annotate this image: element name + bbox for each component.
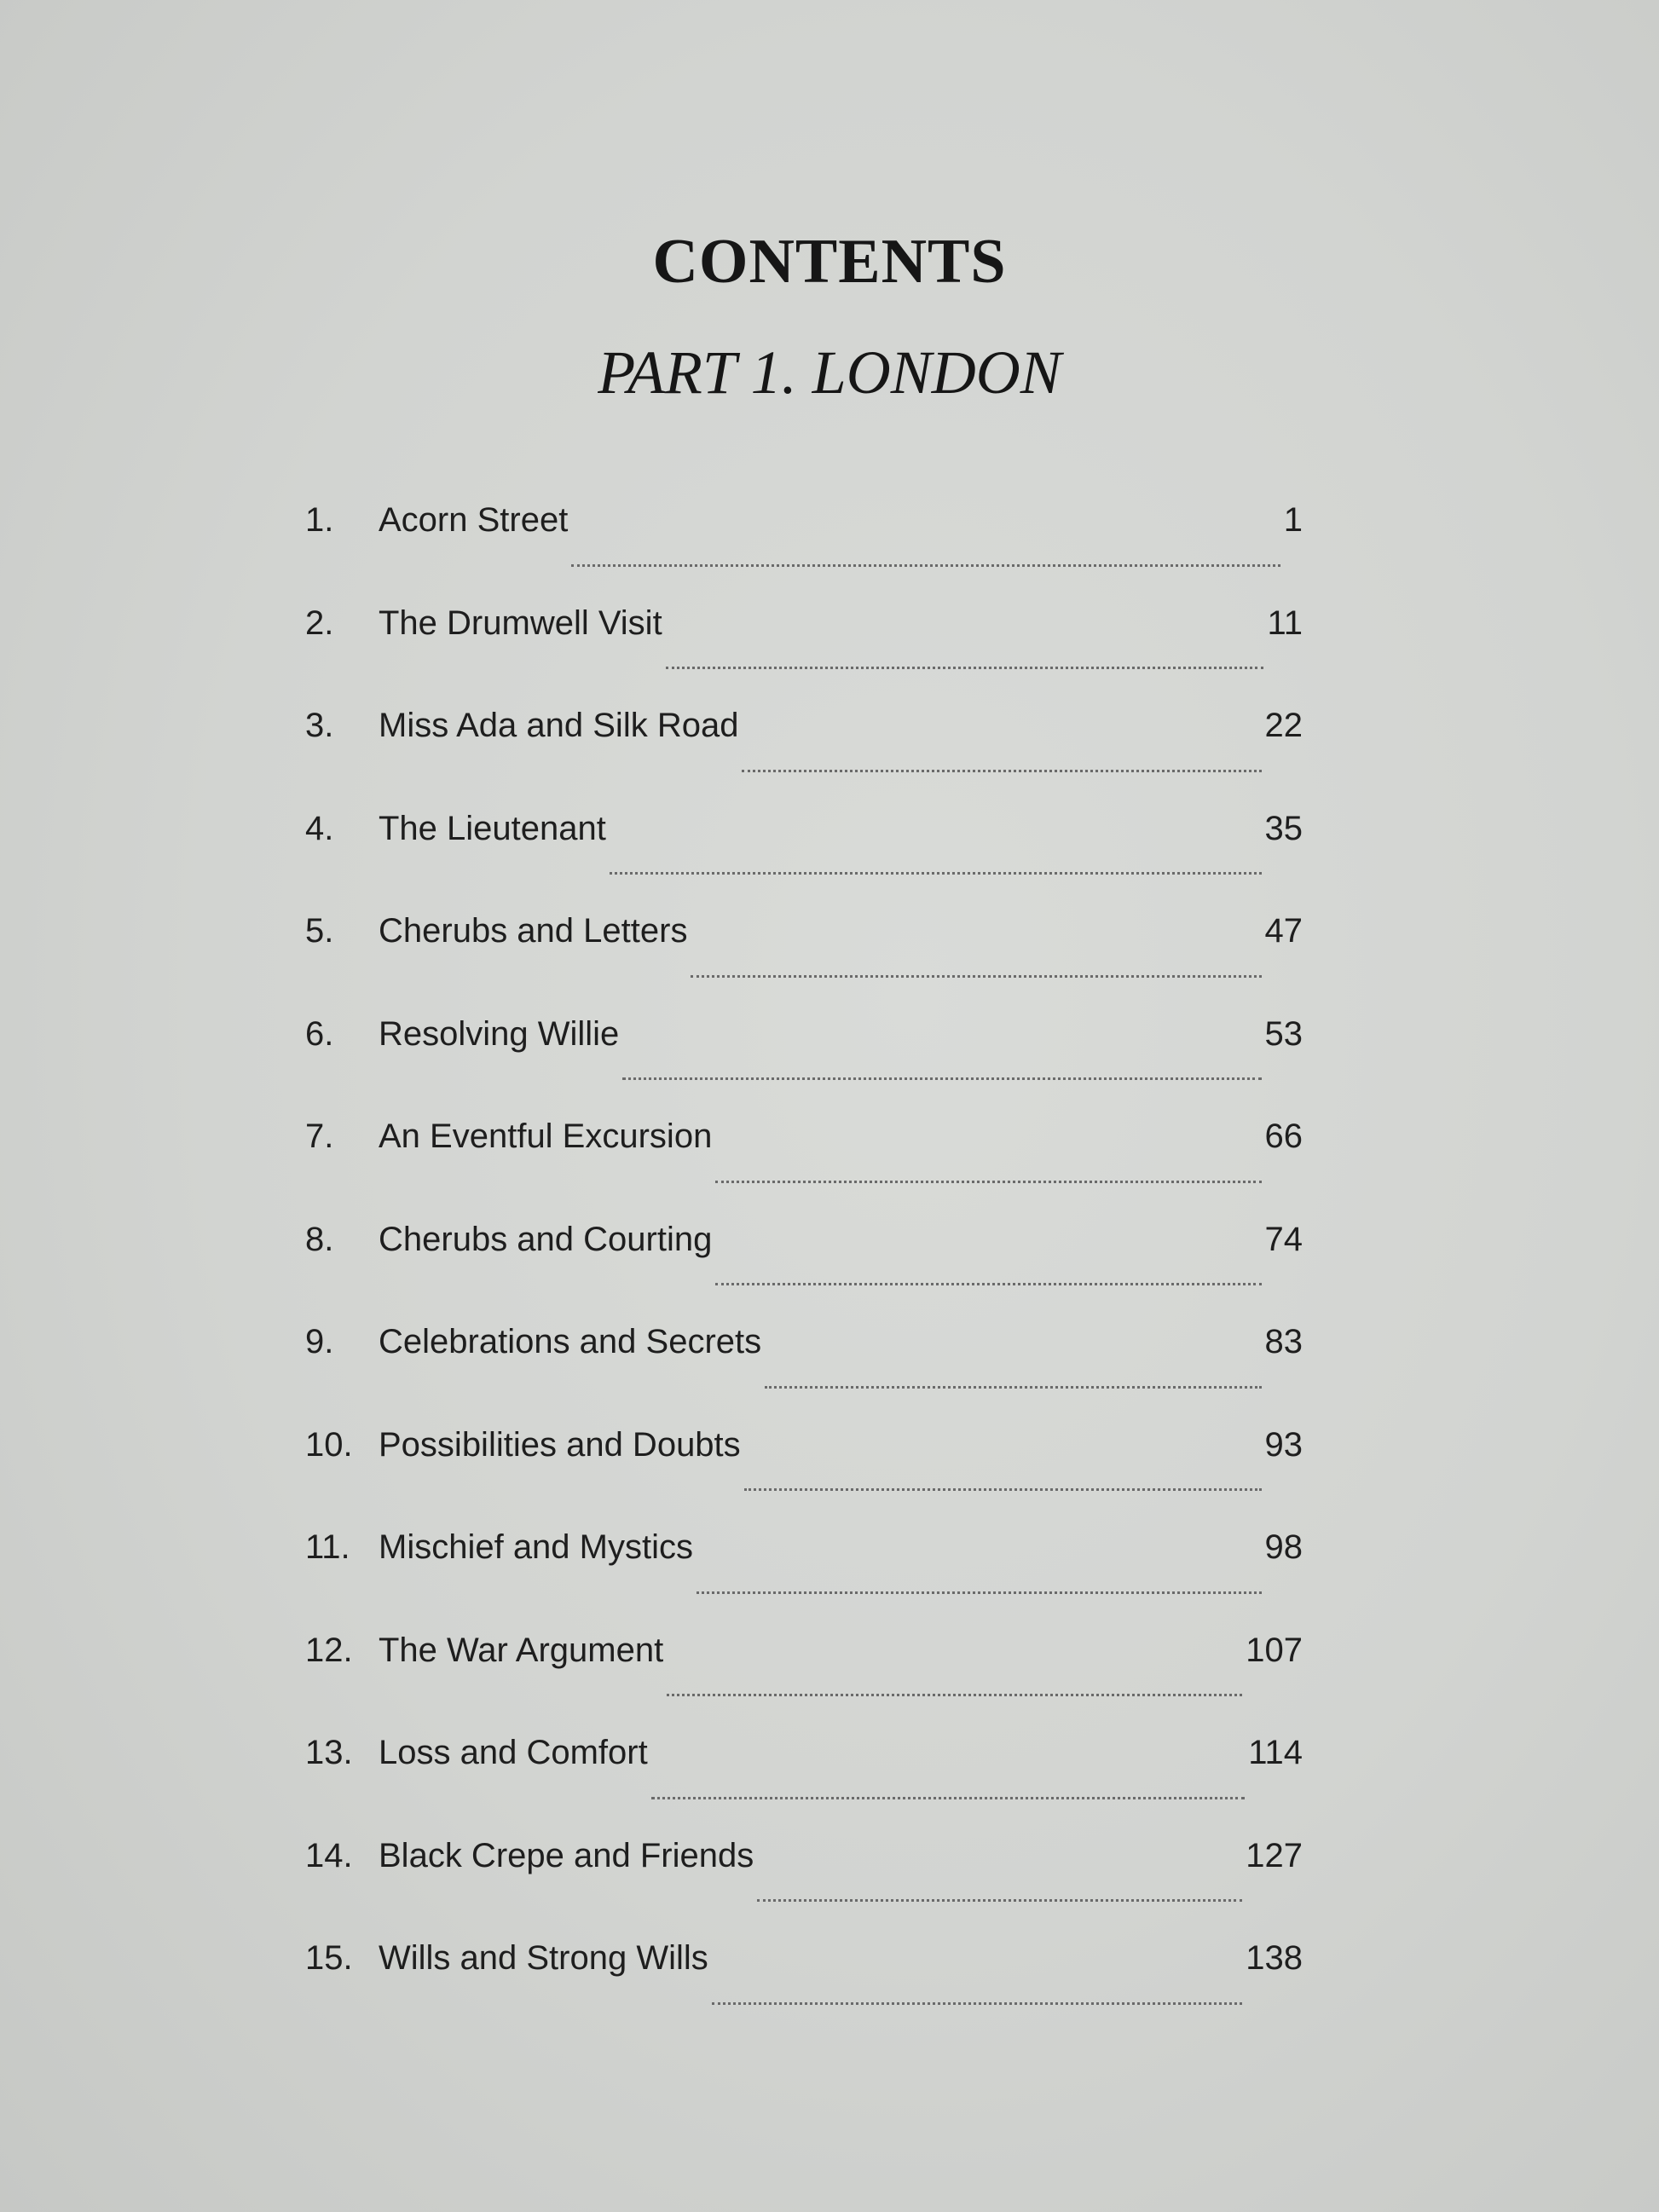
- toc-entry: [305, 1411, 1303, 1514]
- chapter-title: An Eventful Excursion: [379, 1118, 713, 1155]
- page-number: 98: [1264, 1528, 1303, 1566]
- dot-leader: [715, 1282, 1261, 1285]
- chapter-number: 3.: [305, 707, 334, 744]
- page-number: 53: [1264, 1014, 1303, 1053]
- toc-entry: [305, 486, 1303, 589]
- chapter-number: 1.: [305, 501, 334, 539]
- dot-leader: [744, 1487, 1262, 1491]
- chapter-title: Loss and Comfort: [379, 1734, 648, 1771]
- dot-leader: [742, 769, 1261, 772]
- toc-entry: [305, 1718, 1303, 1822]
- toc-entry: [305, 1308, 1303, 1411]
- chapter-number: 7.: [305, 1118, 334, 1155]
- chapter-title: Cherubs and Courting: [379, 1220, 713, 1258]
- chapter-title: Celebrations and Secrets: [379, 1323, 762, 1360]
- chapter-number: 6.: [305, 1014, 334, 1053]
- contents-heading: CONTENTS: [652, 227, 1007, 297]
- toc-entry: [305, 589, 1303, 692]
- part-heading: PART 1. LONDON: [598, 338, 1061, 407]
- chapter-number: 8.: [305, 1220, 334, 1258]
- toc-entry: [305, 1616, 1303, 1719]
- dot-leader: [691, 974, 1261, 978]
- page-number: 93: [1264, 1425, 1303, 1464]
- toc-entry: [305, 1822, 1303, 1925]
- page-number: 107: [1246, 1631, 1303, 1669]
- page-number: 66: [1264, 1118, 1303, 1155]
- dot-leader: [697, 1591, 1262, 1594]
- toc-entry: [305, 691, 1303, 794]
- dot-leader: [757, 1898, 1242, 1902]
- table-of-contents: [305, 486, 1303, 2027]
- page-number: 1: [1283, 501, 1303, 539]
- chapter-number: 12.: [305, 1631, 353, 1669]
- dot-leader: [715, 1180, 1261, 1183]
- dot-leader: [667, 1693, 1242, 1696]
- chapter-number: 11.: [305, 1528, 350, 1566]
- chapter-title: Cherubs and Letters: [379, 912, 688, 950]
- page-number: 138: [1246, 1939, 1303, 1977]
- chapter-title: Resolving Willie: [379, 1014, 620, 1053]
- chapter-number: 13.: [305, 1734, 353, 1771]
- dot-leader: [610, 871, 1262, 875]
- chapter-title: Acorn Street: [379, 501, 569, 539]
- chapter-number: 5.: [305, 912, 334, 950]
- toc-entry: [305, 1102, 1303, 1205]
- chapter-number: 10.: [305, 1425, 353, 1464]
- page-number: 11: [1267, 604, 1303, 642]
- dot-leader: [712, 2001, 1242, 2005]
- dot-leader: [765, 1385, 1261, 1389]
- chapter-title: The Drumwell Visit: [379, 604, 662, 642]
- chapter-number: 4.: [305, 809, 334, 847]
- toc-entry: [305, 1924, 1303, 2027]
- chapter-title: Mischief and Mystics: [379, 1528, 693, 1566]
- dot-leader: [622, 1077, 1261, 1080]
- chapter-title: Possibilities and Doubts: [379, 1425, 741, 1464]
- dot-leader: [571, 563, 1280, 567]
- chapter-number: 2.: [305, 604, 334, 642]
- chapter-number: 15.: [305, 1939, 353, 1977]
- toc-entry: [305, 794, 1303, 898]
- page-number: 83: [1264, 1323, 1303, 1360]
- toc-entry: [305, 897, 1303, 1000]
- toc-entry: [305, 1000, 1303, 1103]
- chapter-number: 9.: [305, 1323, 334, 1360]
- page-number: 74: [1264, 1220, 1303, 1258]
- chapter-title: Black Crepe and Friends: [379, 1836, 754, 1874]
- chapter-title: Wills and Strong Wills: [379, 1939, 708, 1977]
- page-number: 47: [1264, 912, 1303, 950]
- page-number: 127: [1246, 1836, 1303, 1874]
- dot-leader: [651, 1796, 1246, 1799]
- page-number: 114: [1248, 1734, 1303, 1771]
- chapter-title: The War Argument: [379, 1631, 664, 1669]
- page-number: 22: [1264, 707, 1303, 744]
- toc-entry: [305, 1205, 1303, 1308]
- chapter-title: The Lieutenant: [379, 809, 606, 847]
- toc-entry: [305, 1513, 1303, 1616]
- page-number: 35: [1264, 809, 1303, 847]
- chapter-number: 14.: [305, 1836, 353, 1874]
- chapter-title: Miss Ada and Silk Road: [379, 707, 739, 744]
- dot-leader: [666, 666, 1264, 669]
